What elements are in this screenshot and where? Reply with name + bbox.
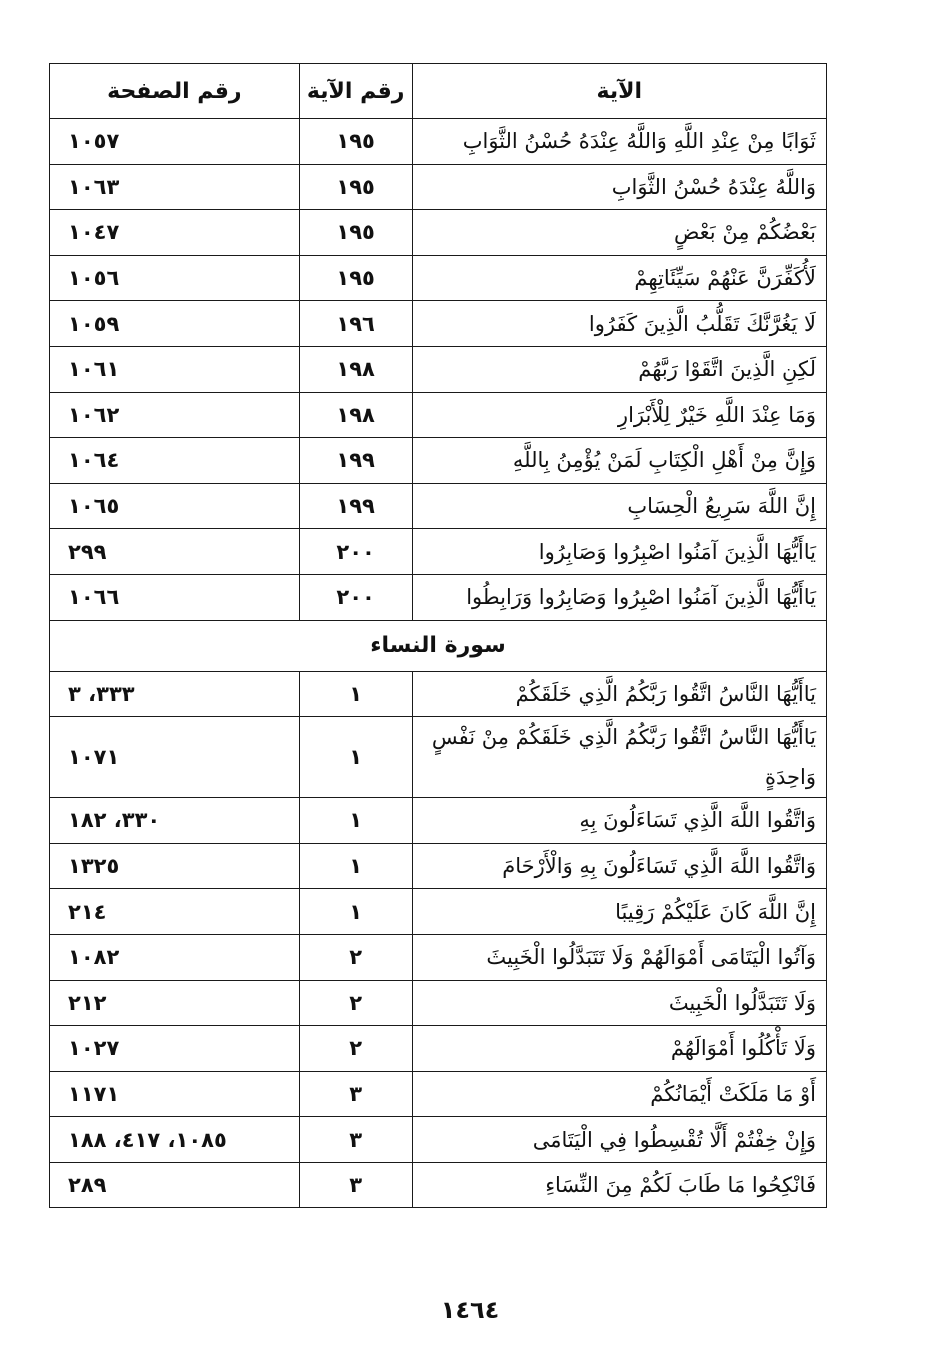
page-ref: ١٠٥٧ xyxy=(50,119,300,165)
table-row xyxy=(50,346,827,392)
table-row xyxy=(50,301,827,347)
table-row xyxy=(50,717,827,758)
page-ref: ١٠٦٣ xyxy=(50,164,300,210)
verse-number: ٢ xyxy=(299,1026,412,1072)
page-ref: ١٠٥٦ xyxy=(50,255,300,301)
header-page-number: رقم الصفحة xyxy=(50,64,300,119)
verse-number: ١ xyxy=(299,671,412,717)
verse-text: يَاأَيُّهَا الَّذِينَ آمَنُوا اصْبِرُوا وَصَابِرُوا وَرَابِطُوا xyxy=(412,574,826,620)
verse-text: ثَوَابًا مِنْ عِنْدِ اللَّهِ وَاللَّهُ عِنْدَهُ حُسْنُ الثَّوَابِ xyxy=(412,119,826,165)
verse-text: إِنَّ اللَّهَ كَانَ عَلَيْكُمْ رَقِيبًا xyxy=(412,889,826,935)
verse-number: ٣ xyxy=(299,1162,412,1208)
table-row xyxy=(50,483,827,529)
page-ref: ٢٨٩ xyxy=(50,1162,300,1208)
page-ref: ١٠٢٧ xyxy=(50,1026,300,1072)
verse-text: وَاتَّقُوا اللَّهَ الَّذِي تَسَاءَلُونَ بِهِ xyxy=(412,798,826,844)
table-row xyxy=(50,210,827,256)
page-ref: ٣٣٠، ١٨٢ xyxy=(50,798,300,844)
verse-number: ١ xyxy=(299,889,412,935)
page-ref: ١٠٨٢ xyxy=(50,934,300,980)
verse-number: ١٩٦ xyxy=(299,301,412,347)
table-row xyxy=(50,934,827,980)
verse-text: يَاأَيُّهَا الَّذِينَ آمَنُوا اصْبِرُوا وَصَابِرُوا xyxy=(412,529,826,575)
table-row xyxy=(50,392,827,438)
page-ref: ١١٧١ xyxy=(50,1071,300,1117)
verse-number: ٣ xyxy=(299,1117,412,1163)
verse-text: أَوْ مَا مَلَكَتْ أَيْمَانُكُمْ xyxy=(412,1071,826,1117)
verse-number: ١٩٥ xyxy=(299,255,412,301)
header-verse: الآية xyxy=(412,64,826,119)
page-ref: ٢١٢ xyxy=(50,980,300,1026)
verse-number: ١٩٨ xyxy=(299,346,412,392)
page-ref: ١٣٢٥ xyxy=(50,843,300,889)
verse-text-line1: يَاأَيُّهَا النَّاسُ اتَّقُوا رَبَّكُمُ الَّذِي خَلَقَكُمْ مِنْ نَفْسٍ xyxy=(412,717,826,758)
table-row xyxy=(50,1117,827,1163)
table-row xyxy=(50,1026,827,1072)
verse-number: ١٩٥ xyxy=(299,164,412,210)
verse-text: وَمَا عِنْدَ اللَّهِ خَيْرٌ لِلْأَبْرَارِ xyxy=(412,392,826,438)
verse-number: ٢٠٠ xyxy=(299,574,412,620)
verse-number: ١٩٩ xyxy=(299,483,412,529)
page-ref: ٢١٤ xyxy=(50,889,300,935)
verse-number: ١ xyxy=(299,843,412,889)
verse-text: لَا يَغُرَّنَّكَ تَقَلُّبُ الَّذِينَ كَفَرُوا xyxy=(412,301,826,347)
verse-text: إِنَّ اللَّهَ سَرِيعُ الْحِسَابِ xyxy=(412,483,826,529)
page-number: ١٤٦٤ xyxy=(440,1296,500,1324)
page-ref: ١٠٦٦ xyxy=(50,574,300,620)
page-ref: ٣٣٣، ٣ xyxy=(50,671,300,717)
verse-text: لَكِنِ الَّذِينَ اتَّقَوْا رَبَّهُمْ xyxy=(412,346,826,392)
verse-number: ٢٠٠ xyxy=(299,529,412,575)
page-ref: ١٠٦٤ xyxy=(50,438,300,484)
header-row xyxy=(50,64,827,119)
page-ref: ١٠٦٢ xyxy=(50,392,300,438)
header-verse-number: رقم الآية xyxy=(299,64,412,119)
table-row xyxy=(50,119,827,165)
verse-number: ٢ xyxy=(299,980,412,1026)
verse-text: وَإِنَّ مِنْ أَهْلِ الْكِتَابِ لَمَنْ يُؤْمِنُ بِاللَّهِ xyxy=(412,438,826,484)
verse-text: وَاللَّهُ عِنْدَهُ حُسْنُ الثَّوَابِ xyxy=(412,164,826,210)
verse-number: ١٩٩ xyxy=(299,438,412,484)
table-row xyxy=(50,889,827,935)
surah-title: سورة النساء xyxy=(50,620,827,671)
table-row xyxy=(50,1071,827,1117)
verse-text: فَانْكِحُوا مَا طَابَ لَكُمْ مِنَ النِّسَاءِ xyxy=(412,1162,826,1208)
verse-number: ١٩٨ xyxy=(299,392,412,438)
table-row xyxy=(50,255,827,301)
table-row xyxy=(50,529,827,575)
page-ref: ١٠٤٧ xyxy=(50,210,300,256)
verse-text: بَعْضُكُمْ مِنْ بَعْضٍ xyxy=(412,210,826,256)
verse-text: وَإِنْ خِفْتُمْ أَلَّا تُقْسِطُوا فِي الْيَتَامَى xyxy=(412,1117,826,1163)
table-row xyxy=(50,798,827,844)
table-row xyxy=(50,438,827,484)
verse-text: وَلَا تَتَبَدَّلُوا الْخَبِيثَ xyxy=(412,980,826,1026)
verse-text: وَلَا تَأْكُلُوا أَمْوَالَهُمْ xyxy=(412,1026,826,1072)
verse-number: ٣ xyxy=(299,1071,412,1117)
verse-text-line2: وَاحِدَةٍ xyxy=(412,757,826,798)
table-row xyxy=(50,1162,827,1208)
page-ref: ٢٩٩ xyxy=(50,529,300,575)
page-ref: ١٠٨٥، ٤١٧، ١٨٨ xyxy=(50,1117,300,1163)
table-row xyxy=(50,164,827,210)
verse-number: ١٩٥ xyxy=(299,210,412,256)
table-row xyxy=(50,574,827,620)
index-table xyxy=(49,63,827,1208)
section-row xyxy=(50,620,827,671)
verse-text: وَآتُوا الْيَتَامَى أَمْوَالَهُمْ وَلَا تَتَبَدَّلُوا الْخَبِيثَ xyxy=(412,934,826,980)
verse-text: وَاتَّقُوا اللَّهَ الَّذِي تَسَاءَلُونَ بِهِ وَالْأَرْحَامَ xyxy=(412,843,826,889)
table-row xyxy=(50,980,827,1026)
table-row xyxy=(50,843,827,889)
page-ref: ١٠٦١ xyxy=(50,346,300,392)
verse-number: ١ xyxy=(299,798,412,844)
page-ref: ١٠٧١ xyxy=(50,717,300,798)
verse-number: ٢ xyxy=(299,934,412,980)
verse-text: لَأُكَفِّرَنَّ عَنْهُمْ سَيِّئَاتِهِمْ xyxy=(412,255,826,301)
verse-number: ١ xyxy=(299,717,412,798)
page-ref: ١٠٦٥ xyxy=(50,483,300,529)
verse-number: ١٩٥ xyxy=(299,119,412,165)
table-row xyxy=(50,671,827,717)
verse-text: يَاأَيُّهَا النَّاسُ اتَّقُوا رَبَّكُمُ الَّذِي خَلَقَكُمْ xyxy=(412,671,826,717)
page-ref: ١٠٥٩ xyxy=(50,301,300,347)
